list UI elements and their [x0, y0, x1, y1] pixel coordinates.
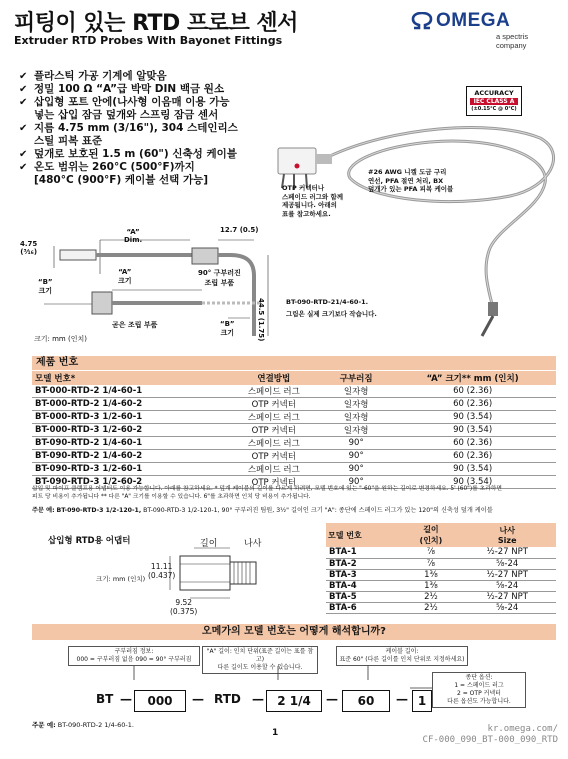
b-dim-left-label: “B” — [38, 278, 53, 286]
code-bend: 000 — [134, 690, 186, 712]
adapter-dim1-inch: (0.437) — [148, 571, 176, 580]
feature-text: 온도 범위는 260°C (500°F)까지 — [34, 161, 195, 173]
feature-text: 정밀 100 Ω “A”급 박막 DIN 백금 원소 — [34, 83, 225, 95]
code-dash: — — [326, 692, 338, 706]
feature-item — [19, 70, 294, 83]
cell-a-size: 90 (3.54) — [389, 411, 556, 424]
adapter-unit: 크기: mm (인치) — [96, 575, 146, 583]
cell-bend: 일자형 — [323, 424, 389, 437]
col-model: 모델 번호* — [32, 371, 225, 385]
cell-connection: 스페이드 러그 — [225, 411, 324, 424]
feature-item — [19, 83, 294, 96]
col-a-size: “A” 크기** mm (인치) — [389, 371, 556, 385]
info-cable — [336, 646, 468, 666]
bta-cell-thread: ⅝-24 — [458, 580, 556, 591]
code-prefix: BT — [96, 692, 114, 706]
footer-example — [32, 720, 134, 729]
table-row — [326, 558, 556, 569]
dim-12-7: 12.7 (0.5) — [220, 226, 259, 234]
page-number: 1 — [272, 728, 279, 738]
product-table — [32, 371, 556, 489]
footer-doc-code: CF-000_090_BT-000_090_RTD — [422, 735, 558, 745]
table-row — [32, 398, 556, 411]
adapter-table — [326, 523, 556, 614]
feature-text: 삽입형 포트 안에(나사형 이음매 이용 가능 — [34, 96, 230, 108]
feature-text: 지름 4.75 mm (3/16"), 304 스테인리스 — [34, 122, 238, 134]
a-dim-mid — [118, 268, 132, 286]
bta-cell-length: 1⅜ — [403, 580, 458, 591]
table-row — [32, 385, 556, 398]
table-row — [326, 569, 556, 580]
footer-example-text: BT-090-RTD-2 1/4-60-1. — [57, 721, 134, 729]
dimension-diagram — [20, 226, 306, 346]
fitting-90 — [198, 268, 241, 288]
accuracy-line1: ACCURACY — [474, 89, 514, 97]
footnote-line: 삽입 및 파이프 클램프용 어댑터도 이용 가능합니다. 아래를 참고하세요. * 덮개 케이블의 길이를 다르게 하려면, 모델 번호에 있는 "-60"을 원하는 길이로 변경하세요. 5' (60")를 초과하면 — [32, 486, 502, 492]
adapter-length-label: 길이 — [200, 539, 218, 549]
otp-label — [282, 184, 343, 218]
info-term-line: 종단 옵션: — [465, 674, 493, 681]
col-connection: 연결방법 — [225, 371, 324, 385]
feature-text: 넣는 삽입 잠금 덮개와 스프링 잠금 센서 — [34, 109, 219, 121]
feature-text: 플라스틱 가공 기계에 알맞음 — [34, 70, 167, 82]
bta-cell-length: ⅞ — [403, 558, 458, 569]
bta-cell-length: 1⅜ — [403, 569, 458, 580]
cell-connection: OTP 커넥터 — [225, 398, 324, 411]
a-dim-mid-label: “A” — [118, 268, 132, 276]
checkmark-icon: ✔ — [19, 84, 28, 95]
cell-connection: 스페이드 러그 — [225, 437, 324, 450]
dia-dim — [20, 240, 37, 256]
info-bend-line: 000 = 구부러짐 없음 090 = 90° 구부러짐 — [76, 656, 192, 663]
adapter-dim1-mm: 11.11 — [150, 562, 173, 571]
info-a-line: 다른 길이도 이용할 수 있습니다. — [217, 664, 303, 671]
fitting-90-line: 90° 구부러진 — [198, 269, 241, 277]
cell-a-size: 90 (3.54) — [389, 463, 556, 476]
code-dash: — — [396, 692, 408, 706]
bta-cell-model: BTA-6 — [326, 602, 403, 613]
otp-label-line: OTP 커넥터나 — [282, 184, 325, 192]
bta-cell-model: BTA-3 — [326, 569, 403, 580]
adapter-dim2 — [170, 598, 197, 616]
info-term-line: 1 = 스페이드 러그 — [454, 682, 504, 689]
cell-connection: 스페이드 러그 — [225, 463, 324, 476]
cell-a-size: 90 (3.54) — [389, 476, 556, 489]
info-bend — [68, 646, 200, 666]
cell-model: BT-000-RTD-2 1/4-60-1 — [32, 385, 225, 398]
feature-text: 스틸 피복 표준 — [34, 135, 103, 147]
bta-cell-length: 2½ — [403, 602, 458, 613]
cell-a-size: 90 (3.54) — [389, 424, 556, 437]
wire-label-line: 덮개가 있는 PFA 피복 케이블 — [368, 185, 454, 193]
cell-connection: OTP 커넥터 — [225, 424, 324, 437]
code-dash: — — [120, 692, 132, 706]
model-caption-line: 그림은 실제 크기보다 작습니다. — [286, 309, 377, 318]
b-dim-right-sub: 크기 — [220, 329, 235, 337]
bta-cell-thread: ⅝-24 — [458, 602, 556, 613]
omega-logo — [410, 10, 560, 50]
bta-cell-model: BTA-1 — [326, 547, 403, 558]
checkmark-icon: ✔ — [19, 149, 28, 160]
footer-example-label: 주문 예: — [32, 721, 56, 729]
dim-44-5: 44.5 (1.75) — [257, 298, 265, 342]
cell-bend: 일자형 — [323, 411, 389, 424]
accuracy-line2: IEC CLASS A — [470, 98, 518, 105]
cell-connection: OTP 커넥터 — [225, 450, 324, 463]
cell-model: BT-090-RTD-3 1/2-60-1 — [32, 463, 225, 476]
table-row — [32, 450, 556, 463]
cell-bend: 90° — [323, 476, 389, 489]
diagram-unit: 크기: mm (인치) — [34, 335, 87, 343]
info-term-line: 2 = OTP 커넥터 — [457, 690, 501, 697]
feature-text: 덮개로 보호된 1.5 m (60") 신축성 케이블 — [34, 148, 237, 160]
info-cable-line: 표준 60" (다른 길이를 인치 단위로 지정하세요) — [339, 656, 465, 663]
cell-bend: 일자형 — [323, 385, 389, 398]
adapter-title: 삽입형 RTD용 어댑터 — [48, 536, 131, 546]
cell-model: BT-000-RTD-3 1/2-60-1 — [32, 411, 225, 424]
table-row — [32, 463, 556, 476]
table-row — [32, 437, 556, 450]
footer-url-line[interactable]: kr.omega.com/ — [487, 724, 558, 734]
code-dash: — — [192, 692, 204, 706]
table-row — [326, 547, 556, 558]
code-a-length: 2 1/4 — [266, 690, 322, 712]
table-row — [32, 424, 556, 437]
cell-model: BT-090-RTD-2 1/4-60-1 — [32, 437, 225, 450]
bta-cell-model: BTA-5 — [326, 591, 403, 602]
cell-model: BT-090-RTD-2 1/4-60-2 — [32, 450, 225, 463]
how-to-title: 오메가의 모델 번호는 어떻게 해석합니까? — [32, 624, 556, 640]
table-row — [32, 411, 556, 424]
table-row — [326, 580, 556, 591]
omega-symbol-icon — [410, 12, 434, 30]
otp-label-line: 표를 참고하세요. — [282, 209, 331, 218]
adapter-dim1 — [148, 562, 175, 580]
model-caption-line: BT-090-RTD-21/4-60-1. — [286, 298, 369, 306]
b-dim-right — [220, 320, 235, 338]
footnote-line: 피트 당 비용이 추가됩니다 ** 다른 "A" 크기를 이용할 수 있습니다. 6"를 초과하면 인치 당 비용이 추가됩니다. — [32, 494, 311, 500]
adapter-dim2-inch: (0.375) — [170, 607, 198, 616]
feature-text: [480°C (900°F) 케이블 선택 가능] — [34, 174, 209, 186]
checkmark-icon: ✔ — [19, 162, 28, 173]
page-title: 피팅이 있는 RTD 프로브 센서 — [14, 11, 298, 36]
col-bend: 구부러짐 — [323, 371, 389, 385]
adapter-thread-label: 나사 — [244, 539, 262, 549]
order-example-desc: BT-090-RTD-3 1/2-120-1, 90° 구부러진 팀원, 3½" 길이인 크기 "A": 종단에 스페이드 러그가 있는 120"의 신축성 덮개 케이블 — [141, 507, 493, 514]
bta-cell-length: ⅞ — [403, 547, 458, 558]
logo-tagline: a spectris company — [496, 32, 529, 50]
a-dim-top-sub: Dim. — [124, 236, 143, 244]
cell-a-size: 60 (2.36) — [389, 385, 556, 398]
table-header-row — [326, 523, 556, 547]
order-example-code: BT-090-RTD-3 1/2-120-1, — [56, 507, 142, 514]
b-dim-right-label: “B” — [220, 320, 235, 328]
order-example-label: 주문 예: — [32, 507, 55, 514]
b-dim-left-sub: 크기 — [38, 287, 53, 295]
a-dim-mid-sub: 크기 — [118, 277, 132, 285]
bta-cell-length: 2½ — [403, 591, 458, 602]
table-header-row — [32, 371, 556, 385]
bta-col-model: 모델 번호 — [326, 523, 403, 547]
cell-model: BT-090-RTD-3 1/2-60-2 — [32, 476, 225, 489]
bta-cell-thread: ½-27 NPT — [458, 591, 556, 602]
page-subtitle: Extruder RTD Probes With Bayonet Fittings — [14, 34, 283, 47]
cell-connection: 스페이드 러그 — [225, 385, 324, 398]
wire-label-line: #26 AWG 니켈 도금 구리 — [368, 168, 447, 176]
bta-cell-model: BTA-2 — [326, 558, 403, 569]
bta-col-thread: 나사 Size — [458, 523, 556, 547]
cell-bend: 90° — [323, 450, 389, 463]
info-cable-line: 케이블 길이: — [385, 648, 419, 655]
checkmark-icon: ✔ — [19, 123, 28, 134]
cell-bend: 90° — [323, 437, 389, 450]
logo-wordmark: OMEGA — [436, 10, 511, 31]
code-termination: 1 — [412, 690, 432, 712]
table-row — [326, 591, 556, 602]
cell-a-size: 60 (2.36) — [389, 437, 556, 450]
cell-connection: OTP 커넥터 — [225, 476, 324, 489]
cell-model: BT-000-RTD-3 1/2-60-2 — [32, 424, 225, 437]
code-dash: — — [252, 692, 264, 706]
cell-bend: 90° — [323, 463, 389, 476]
wire-label — [368, 168, 453, 194]
checkmark-icon: ✔ — [19, 71, 28, 82]
dia-dim-inch: (³⁄₁₆) — [20, 248, 38, 256]
adapter-dim2-mm: 9.52 — [175, 598, 193, 607]
order-example — [32, 505, 562, 514]
bta-cell-thread: ½-27 NPT — [458, 547, 556, 558]
cell-a-size: 60 (2.36) — [389, 398, 556, 411]
b-dim-left — [38, 278, 53, 296]
bta-col-length: 길이 (인치) — [403, 523, 458, 547]
info-term-line: 다른 옵션도 가능합니다. — [447, 698, 511, 705]
info-a-line: "A" 길이: 인치 단위(표준 길이는 표를 참고) — [206, 648, 314, 663]
wire-label-line: 연선, PFA 절연 처리, BX — [368, 176, 444, 185]
cell-model: BT-000-RTD-2 1/4-60-2 — [32, 398, 225, 411]
fitting-90-line: 조립 부품 — [204, 279, 235, 287]
bta-cell-thread: ½-27 NPT — [458, 569, 556, 580]
table-row — [326, 602, 556, 613]
a-dim-top — [124, 228, 142, 244]
otp-label-line: 제공됩니다. 아래의 — [282, 201, 337, 209]
straight-fitting: 곧은 조립 부품 — [112, 321, 158, 329]
product-footnote — [32, 485, 562, 501]
accuracy-line3: (±0.15°C @ 0°C) — [471, 106, 517, 112]
cell-bend: 일자형 — [323, 398, 389, 411]
otp-label-line: 스페이드 러그와 함께 — [282, 192, 344, 201]
code-cable: 60 — [342, 690, 390, 712]
product-section-title: 제품 번호 — [32, 356, 556, 370]
info-bend-line: 구부러짐 정보: — [114, 648, 154, 655]
bta-cell-model: BTA-4 — [326, 580, 403, 591]
footer-url — [423, 724, 558, 746]
a-dim-top-label: “A” — [126, 228, 140, 236]
bta-cell-thread: ⅝-24 — [458, 558, 556, 569]
checkmark-icon: ✔ — [19, 97, 28, 108]
cell-a-size: 60 (2.36) — [389, 450, 556, 463]
code-rtd: RTD — [214, 692, 241, 706]
dia-dim-value: 4.75 — [20, 240, 38, 248]
